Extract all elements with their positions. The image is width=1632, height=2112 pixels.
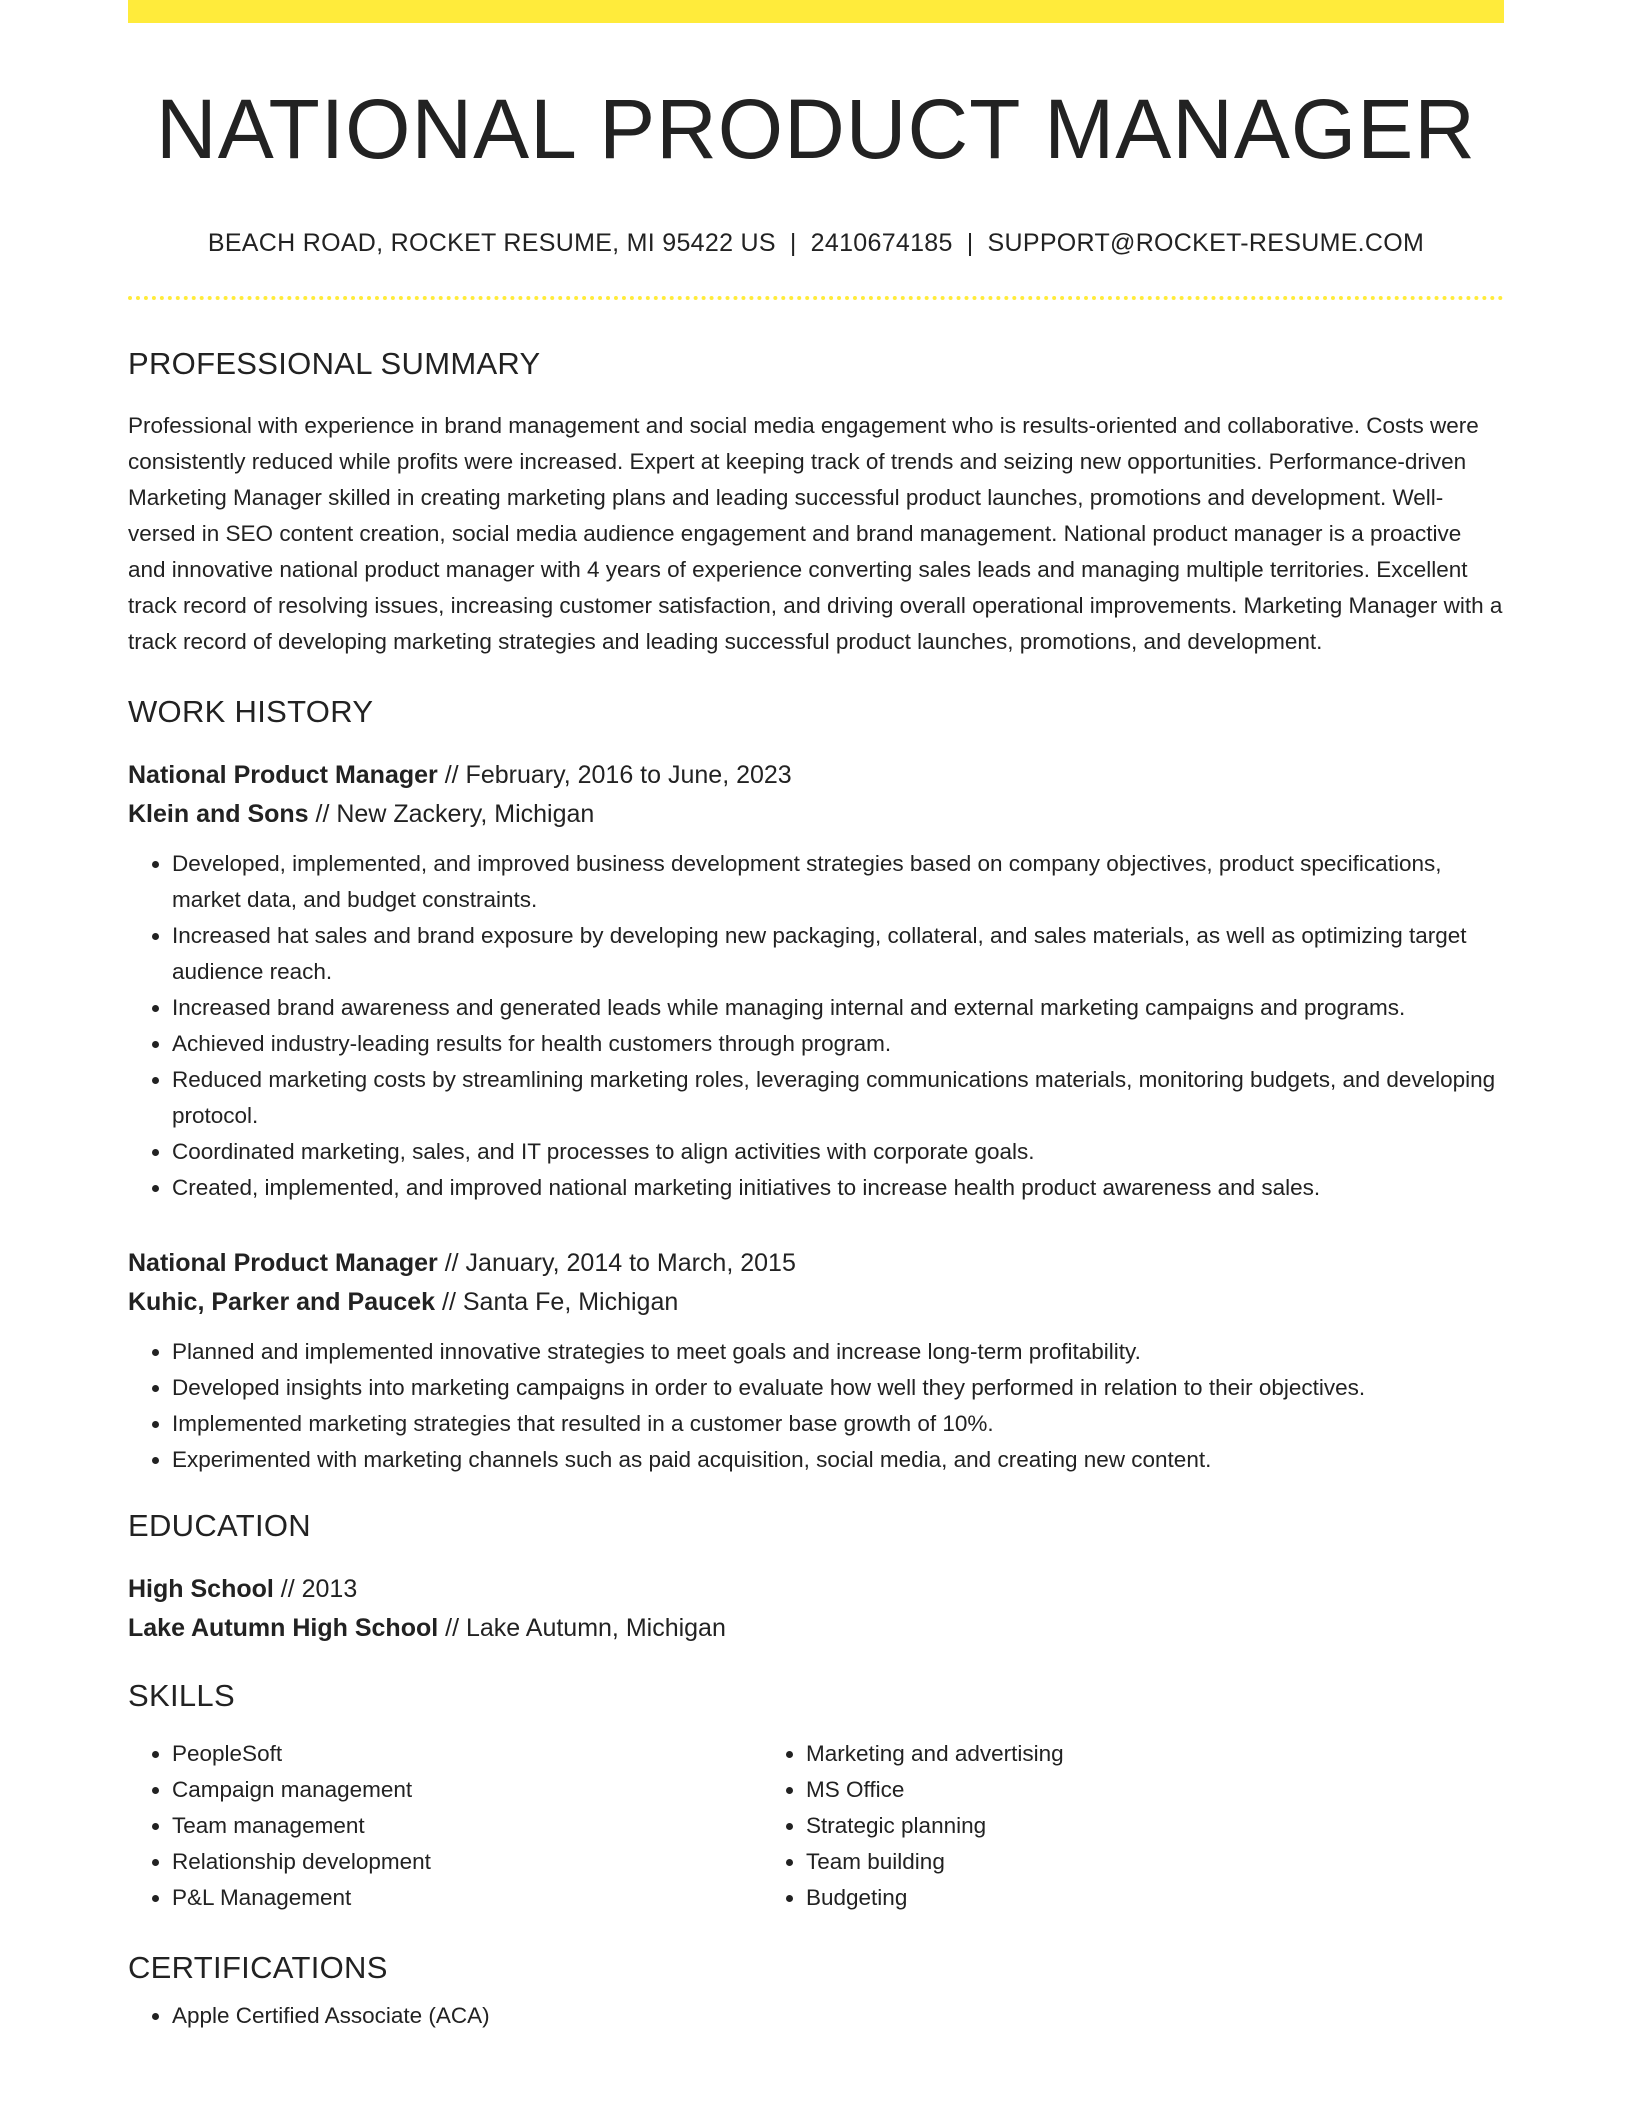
list-item: • Developed insights into marketing campaigns in order to evaluate how well they performed in relation to their objectives. [172, 1370, 1504, 1406]
job-entry [128, 1244, 1504, 1478]
job-title-line [128, 756, 1504, 795]
skills-heading: SKILLS [128, 1678, 235, 1714]
list-item: • Achieved industry-leading results for health customers through program. [172, 1026, 1504, 1062]
job-company: Klein and Sons [128, 800, 309, 829]
job-location: // Santa Fe, Michigan [435, 1288, 679, 1317]
list-item: • P&L Management [172, 1880, 762, 1916]
skills-columns [128, 1736, 1504, 1916]
job-location: // New Zackery, Michigan [308, 800, 595, 829]
job-company-line [128, 795, 1504, 834]
list-item: • Marketing and advertising [806, 1736, 1396, 1772]
job-bullet-list [128, 846, 1504, 1206]
education-heading: EDUCATION [128, 1508, 311, 1544]
certifications-heading: CERTIFICATIONS [128, 1950, 388, 1986]
contact-line [128, 229, 1504, 258]
education-degree-line [128, 1570, 1504, 1609]
contact-address: BEACH ROAD, ROCKET RESUME, MI 95422 US [207, 229, 776, 258]
education-degree: High School [128, 1575, 274, 1604]
list-item: • Increased brand awareness and generated leads while managing internal and external marketing campaigns and programs. [172, 990, 1504, 1026]
list-item: • Team management [172, 1808, 762, 1844]
job-dates: // January, 2014 to March, 2015 [437, 1249, 796, 1278]
resume-title: NATIONAL PRODUCT MANAGER [156, 82, 1476, 176]
resume-page [128, 0, 1504, 2034]
list-item: • Planned and implemented innovative strategies to meet goals and increase long-term profitability. [172, 1334, 1504, 1370]
summary-heading: PROFESSIONAL SUMMARY [128, 346, 541, 382]
job-dates: // February, 2016 to June, 2023 [437, 761, 792, 790]
job-title-line [128, 1244, 1504, 1283]
list-item: • Coordinated marketing, sales, and IT processes to align activities with corporate goals. [172, 1134, 1504, 1170]
job-company: Kuhic, Parker and Paucek [128, 1288, 436, 1317]
list-item: • Apple Certified Associate (ACA) [172, 1998, 1504, 2034]
education-year: // 2013 [273, 1575, 358, 1604]
work-history-heading: WORK HISTORY [128, 694, 374, 730]
contact-separator: | [966, 229, 974, 258]
list-item: • Experimented with marketing channels such as paid acquisition, social media, and creating new content. [172, 1442, 1504, 1478]
top-accent-bar [128, 0, 1504, 23]
job-company-line [128, 1283, 1504, 1322]
certifications-list [128, 1998, 1504, 2034]
list-item: • PeopleSoft [172, 1736, 762, 1772]
job-entry [128, 756, 1504, 1206]
list-item: • Reduced marketing costs by streamlining marketing roles, leveraging communications materials, monitoring budgets, and developing protocol. [172, 1062, 1504, 1134]
list-item: • MS Office [806, 1772, 1396, 1808]
skills-right-list [762, 1736, 1396, 1916]
education-school-line [128, 1609, 1504, 1648]
job-role: National Product Manager [128, 1249, 438, 1278]
dotted-divider [128, 296, 1504, 300]
list-item: • Budgeting [806, 1880, 1396, 1916]
education-entry [128, 1570, 1504, 1648]
contact-email: SUPPORT@ROCKET-RESUME.COM [987, 229, 1425, 258]
list-item: • Increased hat sales and brand exposure by developing new packaging, collateral, and sales materials, as well as optimizing target audience reach. [172, 918, 1504, 990]
list-item: • Developed, implemented, and improved business development strategies based on company objectives, product specifications, market data, and budget constraints. [172, 846, 1504, 918]
list-item: • Relationship development [172, 1844, 762, 1880]
contact-phone: 2410674185 [810, 229, 953, 258]
skills-left-list [128, 1736, 762, 1916]
contact-separator: | [789, 229, 797, 258]
list-item: • Strategic planning [806, 1808, 1396, 1844]
education-location: // Lake Autumn, Michigan [438, 1614, 726, 1643]
list-item: • Campaign management [172, 1772, 762, 1808]
list-item: • Team building [806, 1844, 1396, 1880]
job-bullet-list [128, 1334, 1504, 1478]
job-role: National Product Manager [128, 761, 438, 790]
education-school: Lake Autumn High School [128, 1614, 439, 1643]
list-item: • Implemented marketing strategies that resulted in a customer base growth of 10%. [172, 1406, 1504, 1442]
summary-text: Professional with experience in brand management and social media engagement who is results-oriented and collaborative. Costs were consistently reduced while profits were increased. Expert at keeping track of trends and seizing new opportunities. Performance-driven Marketing Manager skilled in creating marketing plans and leading successful product launches, promotions and development. Well-versed in SEO content creation, social media audience engagement and brand management. National product manager is a proactive and innovative national product manager with 4 years of experience converting sales leads and managing multiple territories. Excellent track record of resolving issues, increasing customer satisfaction, and driving overall operational improvements. Marketing Manager with a track record of developing marketing strategies and leading successful product launches, promotions, and development. [128, 413, 1503, 655]
list-item: • Created, implemented, and improved national marketing initiatives to increase health product awareness and sales. [172, 1170, 1504, 1206]
